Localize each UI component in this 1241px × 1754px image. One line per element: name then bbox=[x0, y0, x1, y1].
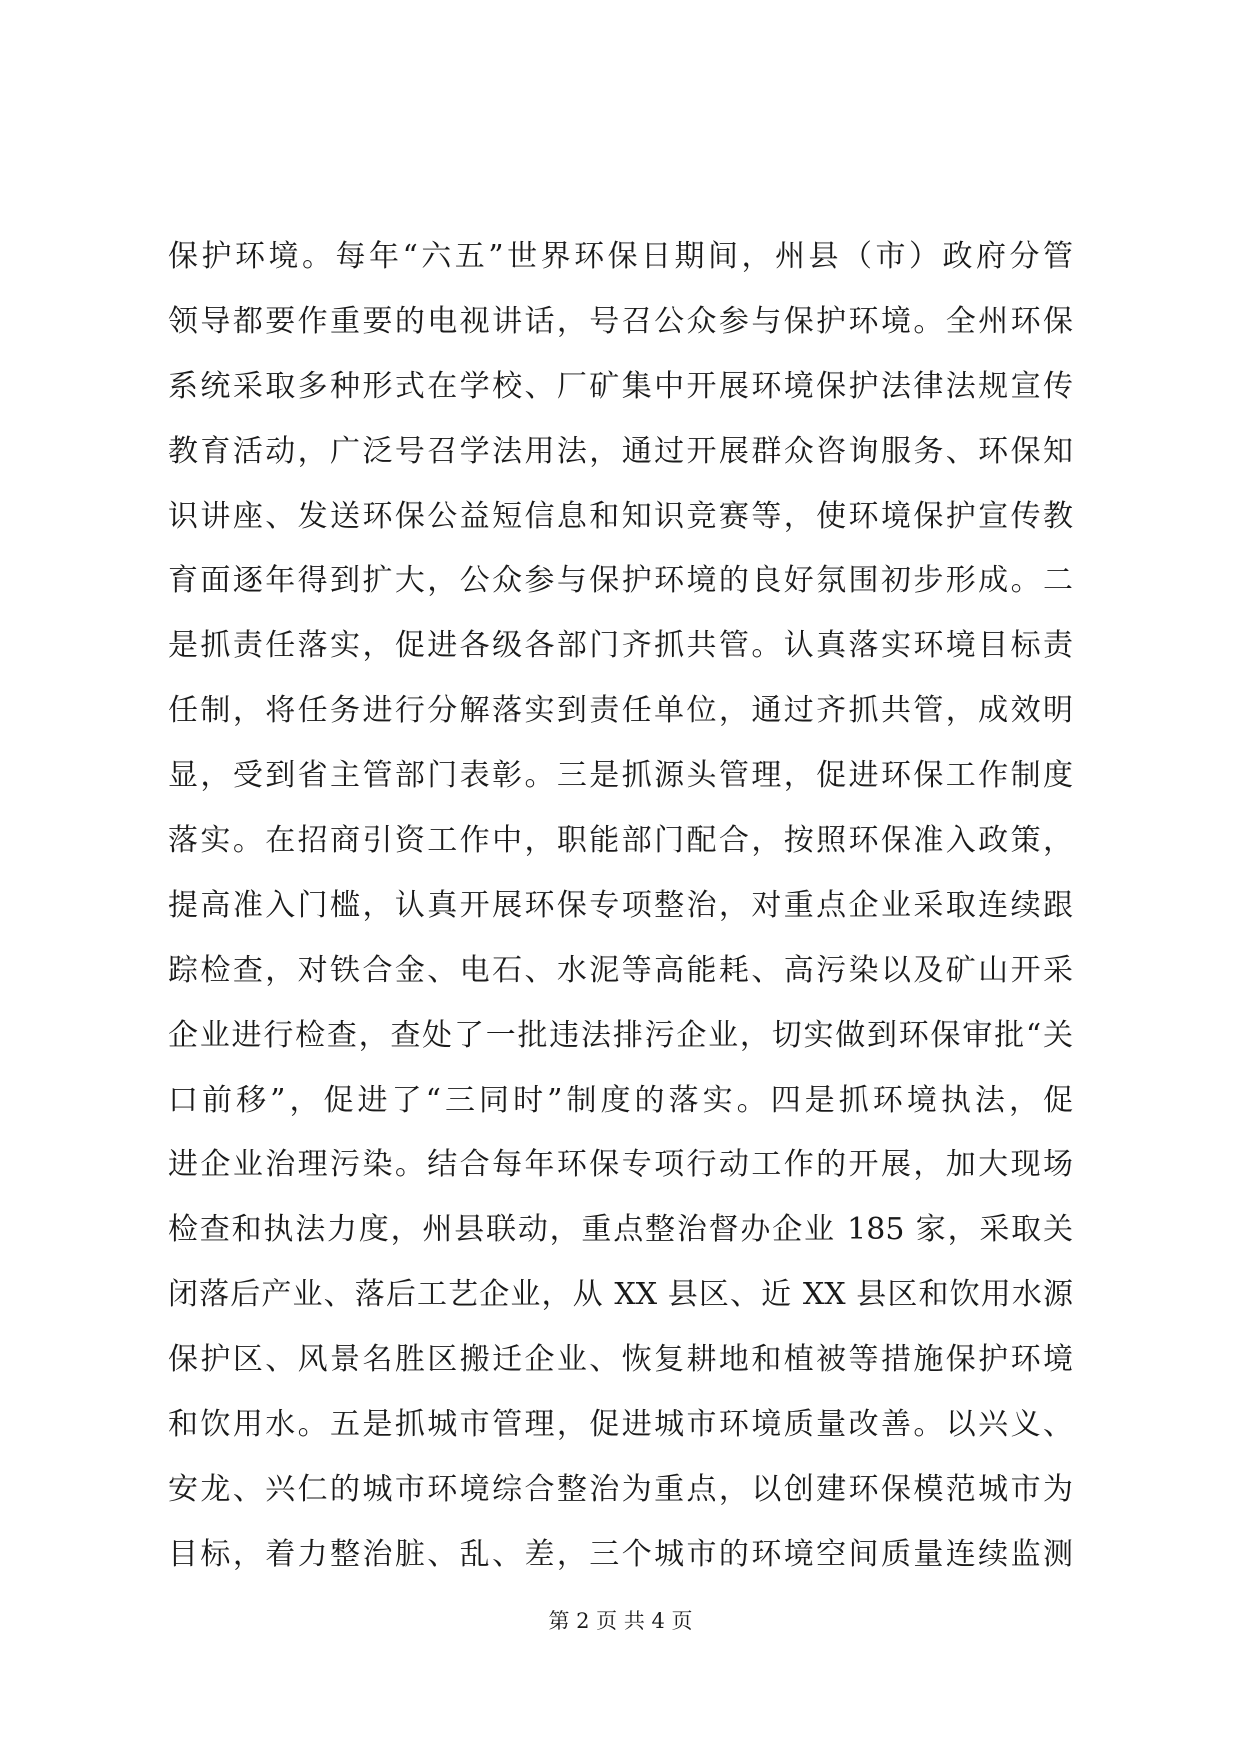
text-line: 踪检查，对铁合金、电石、水泥等高能耗、高污染以及矿山开采 bbox=[168, 952, 1073, 988]
text-line: 闭落后产业、落后工艺企业，从 XX 县区、近 XX 县区和饮用水源 bbox=[168, 1277, 1073, 1313]
text-line: 保护区、风景名胜区搬迁企业、恢复耕地和植被等措施保护环境 bbox=[168, 1342, 1073, 1378]
text-line: 目标，着力整治脏、乱、差，三个城市的环境空间质量连续监测 bbox=[168, 1536, 1073, 1572]
text-line: 育面逐年得到扩大，公众参与保护环境的良好氛围初步形成。二 bbox=[168, 563, 1073, 599]
body-text bbox=[168, 225, 1073, 1588]
text-line: 安龙、兴仁的城市环境综合整治为重点，以创建环保模范城市为 bbox=[168, 1471, 1073, 1507]
text-line: 口前移”，促进了“三同时”制度的落实。四是抓环境执法，促 bbox=[168, 1082, 1073, 1118]
text-line: 教育活动，广泛号召学法用法，通过开展群众咨询服务、环保知 bbox=[168, 433, 1073, 469]
page-footer bbox=[0, 1606, 1241, 1636]
text-line: 系统采取多种形式在学校、厂矿集中开展环境保护法律法规宣传 bbox=[168, 368, 1073, 404]
text-line: 进企业治理污染。结合每年环保专项行动工作的开展，加大现场 bbox=[168, 1147, 1073, 1183]
text-line: 任制，将任务进行分解落实到责任单位，通过齐抓共管，成效明 bbox=[168, 693, 1073, 729]
text-line: 落实。在招商引资工作中，职能部门配合，按照环保准入政策， bbox=[168, 823, 1073, 859]
text-line: 显，受到省主管部门表彰。三是抓源头管理，促进环保工作制度 bbox=[168, 758, 1073, 794]
text-line: 检查和执法力度，州县联动，重点整治督办企业 185 家，采取关 bbox=[168, 1212, 1073, 1248]
text-line: 和饮用水。五是抓城市管理，促进城市环境质量改善。以兴义、 bbox=[168, 1407, 1073, 1443]
text-line: 企业进行检查，查处了一批违法排污企业，切实做到环保审批“关 bbox=[168, 1017, 1073, 1053]
text-line: 保护环境。每年“六五”世界环保日期间，州县（市）政府分管 bbox=[168, 239, 1073, 274]
text-line: 是抓责任落实，促进各级各部门齐抓共管。认真落实环境目标责 bbox=[168, 628, 1073, 664]
text-line: 领导都要作重要的电视讲话，号召公众参与保护环境。全州环保 bbox=[168, 303, 1073, 339]
page-number-label: 第 2 页 共 4 页 bbox=[548, 1609, 693, 1633]
text-line: 识讲座、发送环保公益短信息和知识竞赛等，使环境保护宣传教 bbox=[168, 498, 1073, 534]
text-line: 提高准入门槛，认真开展环保专项整治，对重点企业采取连续跟 bbox=[168, 887, 1073, 923]
